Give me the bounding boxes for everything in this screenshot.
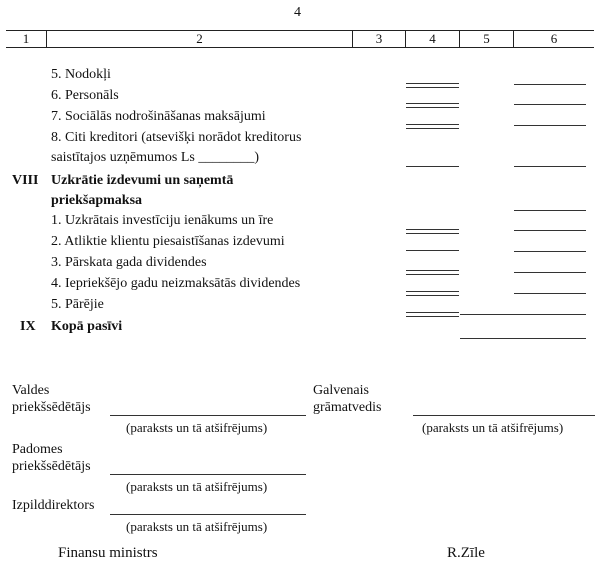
executive-director-signature-line [110,514,306,515]
council-chair-signature-line [110,474,306,475]
executive-director-label: Izpilddirektors [12,498,95,513]
value-line-col4 [406,312,459,317]
column-header-3: 3 [352,31,405,47]
minister-name: R.Zīle [447,545,485,561]
chief-accountant-label-line2: grāmatvedis [313,400,382,415]
board-chair-signature-caption: (paraksts un tā atšifrējums) [126,420,268,435]
value-line-col4 [406,229,459,234]
value-line-col4 [406,250,459,251]
value-line-col4 [406,291,459,296]
row-citi-kreditori-line1: 8. Citi kreditori (atsevišķi norādot kreditorus [51,130,302,145]
column-header-4: 4 [405,31,459,47]
chief-accountant-signature-caption: (paraksts un tā atšifrējums) [422,420,564,435]
executive-director-signature-caption: (paraksts un tā atšifrējums) [126,519,268,534]
row-nodokli: 5. Nodokļi [51,67,111,82]
section-ix-title: Kopā pasīvi [51,319,123,334]
value-line-col6 [514,293,586,294]
column-header-6: 6 [513,31,594,47]
row-viii-4: 4. Iepriekšējo gadu neizmaksātās dividendes [51,276,301,291]
value-line-col6 [514,272,586,273]
section-viii-numeral: VIII [12,173,39,188]
board-chair-label-line2: priekšsēdētājs [12,400,91,415]
council-chair-label-line2: priekšsēdētājs [12,459,91,474]
row-citi-kreditori-line2: saistītajos uzņēmumos Ls ________) [51,150,260,165]
board-chair-signature-line [110,415,306,416]
row-socialas: 7. Sociālās nodrošināšanas maksājumi [51,109,266,124]
board-chair-label-line1: Valdes [12,383,50,398]
value-line-col4 [406,103,459,108]
section-ix-numeral: IX [20,319,36,334]
row-viii-1: 1. Uzkrātais investīciju ienākums un īre [51,213,274,228]
row-personals: 6. Personāls [51,88,119,103]
value-line-col4 [406,124,459,129]
chief-accountant-label-line1: Galvenais [313,383,369,398]
page-number: 4 [294,5,301,20]
value-line-col6 [514,210,586,211]
value-line-col6 [514,125,586,126]
row-viii-2: 2. Atliktie klientu piesaistīšanas izdevumi [51,234,285,249]
row-viii-3: 3. Pārskata gada dividendes [51,255,207,270]
council-chair-label-line1: Padomes [12,442,63,457]
total-line [460,338,586,339]
column-header-1: 1 [22,31,30,46]
value-line-col6 [514,230,586,231]
value-line-col4 [406,83,459,88]
value-line-col5-col6 [460,314,586,315]
section-viii-title-line2: priekšapmaksa [51,193,143,208]
value-line-col6 [514,84,586,85]
value-line-col4 [406,270,459,275]
value-line-col6 [514,166,586,167]
column-header-row [6,30,594,48]
minister-title: Finansu ministrs [58,545,158,561]
row-viii-5: 5. Pārējie [51,297,104,312]
value-line-col4 [406,166,459,167]
value-line-col6 [514,104,586,105]
column-header-5: 5 [459,31,513,47]
value-line-col6 [514,251,586,252]
council-chair-signature-caption: (paraksts un tā atšifrējums) [126,479,268,494]
chief-accountant-signature-line [413,415,595,416]
column-header-2: 2 [46,31,352,47]
section-viii-title-line1: Uzkrātie izdevumi un saņemtā [51,173,234,188]
